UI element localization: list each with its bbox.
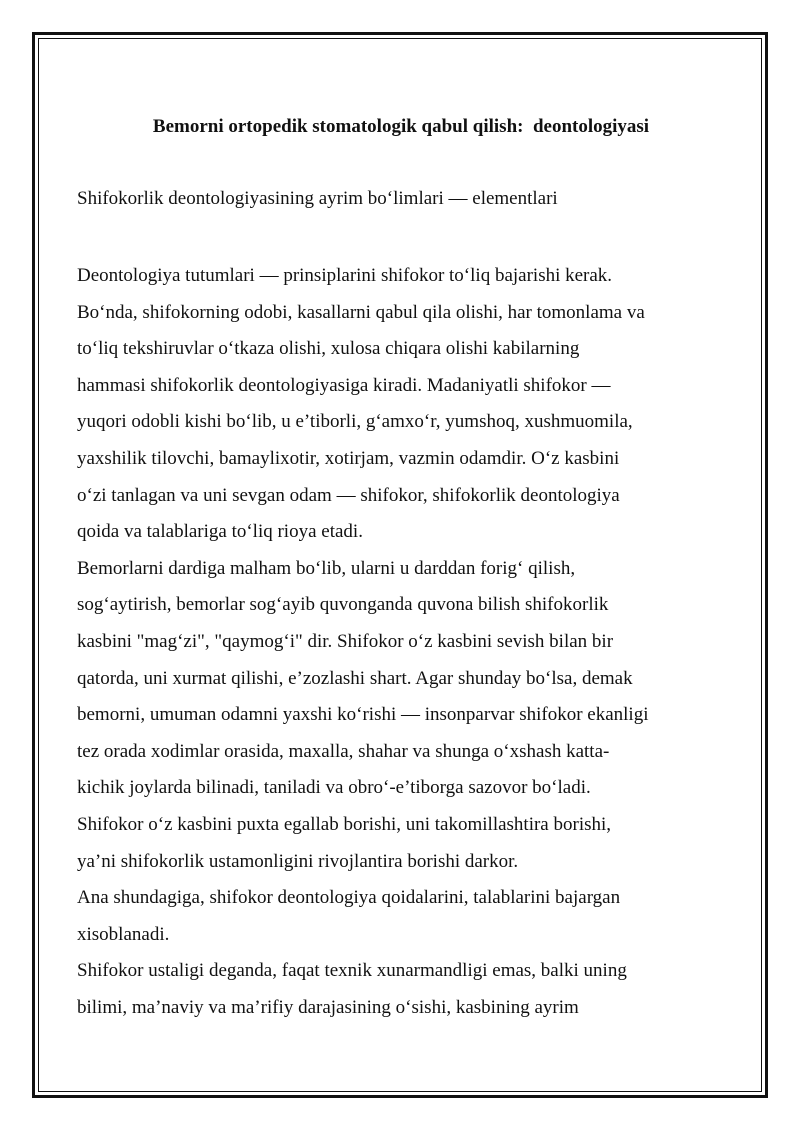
text-line: qoida va talablariga to‘liq rioya etadi. xyxy=(77,521,363,543)
text-line: kasbini "mag‘zi", "qaymog‘i" dir. Shifokor o‘z kasbini sevish bilan bir xyxy=(77,630,614,652)
text-line: Deontologiya tutumlari — prinsiplarini shifokor to‘liq bajarishi kerak. xyxy=(77,265,613,286)
text-line: tez orada xodimlar orasida, maxalla, shahar va shunga o‘xshash katta- xyxy=(77,740,610,762)
text-line: qatorda, uni xurmat qilishi, e’zozlashi shart. Agar shunday bo‘lsa, demak xyxy=(77,667,633,689)
text-line: bemorni, umuman odamni yaxshi ko‘rishi — insonparvar shifokor ekanligi xyxy=(77,704,649,726)
text-line: Ana shundagiga, shifokor deontologiya qoidalarini, talablarini bajargan xyxy=(77,887,621,909)
text-line: Bo‘nda, shifokorning odobi, kasallarni qabul qila olishi, har tomonlama va xyxy=(77,301,645,323)
document-subtitle: Shifokorlik deontologiyasining ayrim bo‘limlari — elementlari xyxy=(77,188,558,209)
text-line: hammasi shifokorlik deontologiyasiga kiradi. Madaniyatli shifokor — xyxy=(77,374,611,396)
text-line: kichik joylarda bilinadi, taniladi va obro‘-e’tiborga sazovor bo‘ladi. xyxy=(77,777,591,799)
text-line: Shifokor ustaligi deganda, faqat texnik xunarmandligi emas, balki uning xyxy=(77,960,627,982)
text-line: Bemorlarni dardiga malham bo‘lib, ularni u darddan forig‘ qilish, xyxy=(77,557,576,579)
document-title: Bemorni ortopedik stomatologik qabul qilish: deontologiyasi xyxy=(152,116,650,137)
text-line: yaxshilik tilovchi, bamaylixotir, xotirjam, vazmin odamdir. O‘z kasbini xyxy=(77,447,620,469)
text-line: o‘zi tanlagan va uni sevgan odam — shifokor, shifokorlik deontologiya xyxy=(77,484,620,506)
text-line: to‘liq tekshiruvlar o‘tkaza olishi, xulosa chiqara olishi kabilarning xyxy=(77,338,580,360)
text-line: Shifokor o‘z kasbini puxta egallab borishi, uni takomillashtira borishi, xyxy=(77,813,612,835)
text-line: xisoblanadi. xyxy=(77,923,170,945)
text-line: sog‘aytirish, bemorlar sog‘ayib quvonganda quvona bilish shifokorlik xyxy=(77,594,609,616)
document-content xyxy=(77,112,725,1026)
text-line: bilimi, ma’naviy va ma’rifiy darajasining o‘sishi, kasbining ayrim xyxy=(77,996,579,1018)
text-line: ya’ni shifokorlik ustamonligini rivojlantira borishi darkor. xyxy=(77,850,519,872)
text-line: yuqori odobli kishi bo‘lib, u e’tiborli, g‘amxo‘r, yumshoq, xushmuomila, xyxy=(77,411,633,433)
document-body xyxy=(77,258,725,1026)
